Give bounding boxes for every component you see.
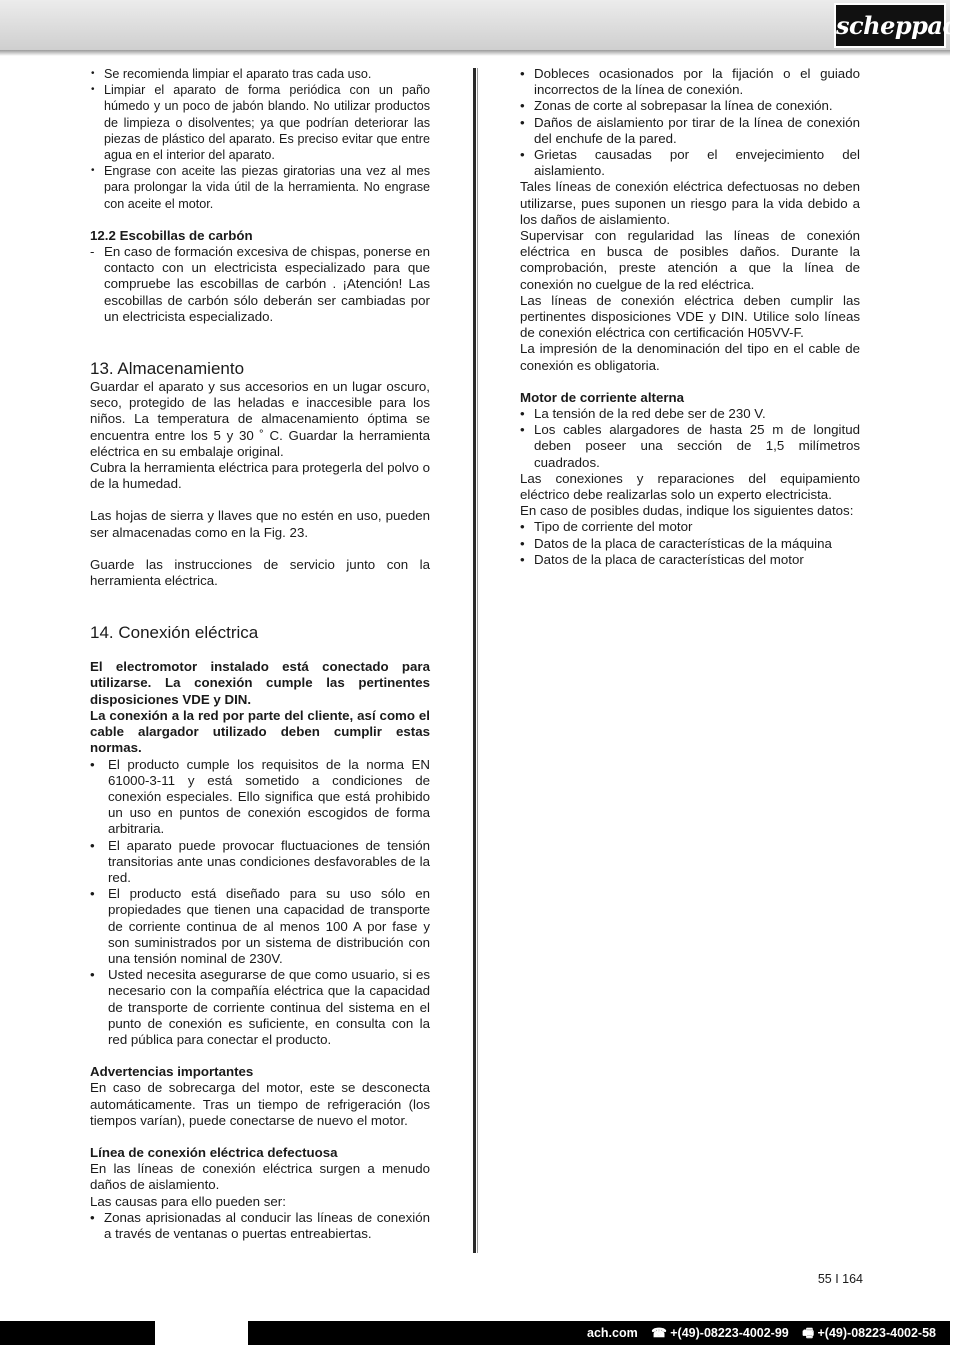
column-divider-shadow [477, 68, 478, 1253]
section-heading-defect: Línea de conexión eléctrica defectuosa [90, 1144, 338, 1160]
section-heading-brushes: 12.2 Escobillas de carbón [90, 227, 253, 243]
list-item: • Zonas de corte al sobrepasar la línea de conexión. [520, 98, 860, 114]
paragraph: En caso de posibles dudas, indique los siguientes datos: [520, 503, 854, 519]
right-column [520, 66, 860, 568]
page-header [0, 0, 950, 50]
electric-list [90, 757, 430, 1049]
footer-website: ach.com [587, 1326, 638, 1340]
list-item: • Datos de la placa de características del motor [520, 552, 860, 568]
paragraph: Las hojas de sierra y llaves que no estén en uso, pueden ser almacenadas como en la Fig. 23. [90, 508, 430, 540]
list-item: • El aparato puede provocar fluctuaciones de tensión transitorias ante unas condiciones desfavorables de la red. [90, 838, 430, 887]
footer-fax: 🖷 +(49)-08223-4002-58 [802, 1326, 936, 1340]
list-item: • La tensión de la red debe ser de 230 V. [520, 406, 860, 422]
list-item: • El producto está diseñado para su uso sólo en propiedades que tienen una capacidad de transporte de corriente continua de al menos 100 A por fase y son suministrados por un sistema de distribución con una tensión nominal de 230V. [90, 886, 430, 967]
bold-paragraph: La conexión a la red por parte del cliente, así como el cable alargador utilizado deben cumplir estas normas. [90, 707, 430, 756]
list-item: • Datos de la placa de características de la máquina [520, 536, 860, 552]
scheppach-logo: scheppach [834, 3, 946, 48]
column-divider [473, 68, 476, 1253]
list-item: • Dobleces ocasionados por la fijación o el guiado incorrectos de la línea de conexión. [520, 66, 860, 98]
list-item: • Daños de aislamiento por tirar de la línea de conexión del enchufe de la pared. [520, 115, 860, 147]
bold-paragraph: El electromotor instalado está conectado para utilizarse. La conexión cumple las pertinentes disposiciones VDE y DIN. [90, 659, 430, 707]
list-item: • Usted necesita asegurarse de que como usuario, si es necesario con la compañía eléctrica que la capacidad de transporte de corriente continua del sistema en el punto de conexión es suficiente, en consulta con la red pública para conectar el producto. [90, 967, 430, 1048]
list-item: • Tipo de corriente del motor [520, 519, 860, 535]
footer-white-block [155, 1321, 248, 1345]
list-item: • Limpiar el aparato de forma periódica con un paño húmedo y un poco de jabón blando. No utilizar productos de limpieza o disolventes; ya que podrían deteriorar las piezas de plástico del aparato. Es preciso evitar que entre agua en el interior del aparato. [90, 82, 430, 163]
list-item: • Se recomienda limpiar el aparato tras cada uso. [90, 66, 430, 82]
list-item: • Los cables alargadores de hasta 25 m de longitud deben poseer una sección de 1,5 milímetros cuadrados. [520, 422, 860, 471]
paragraph: Guarde las instrucciones de servicio junto con la herramienta eléctrica. [90, 556, 430, 589]
header-shadow [0, 50, 950, 56]
section-heading-electric: 14. Conexión eléctrica [90, 623, 259, 643]
list-item: • Engrase con aceite las piezas giratorias una vez al mes para prolongar la vida útil de la herramienta. No engrase con aceite el motor. [90, 163, 430, 212]
paragraph: En las líneas de conexión eléctrica surgen a menudo daños de aislamiento. [90, 1161, 430, 1193]
section-heading-motor: Motor de corriente alterna [520, 389, 685, 405]
paragraph: Las líneas de conexión eléctrica deben cumplir las pertinentes disposiciones VDE y DIN. Utilice solo líneas de conexión eléctrica con certificación H05VV-F. [520, 292, 860, 341]
list-item: • El producto cumple los requisitos de la norma EN 61000-3-11 y está sometido a condiciones de conexión especiales. Ello significa que está prohibido un uso en puntos de conexión escogidos de forma arbitraria. [90, 757, 430, 838]
section-heading-storage: 13. Almacenamiento [90, 359, 245, 379]
paragraph: Supervisar con regularidad las líneas de conexión eléctrica en busca de posibles daños. Durante la comprobación, preste atención a que la línea de conexión no cuelgue de la red eléctrica. [520, 228, 860, 292]
cleaning-list [90, 66, 430, 212]
paragraph: Guardar el aparato y sus accesorios en un lugar oscuro, seco, protegido de las heladas e inaccesible para los niños. La temperatura de almacenamiento óptima se encuentra entre los 5 y 30 ˚ C. Guardar la herramienta eléctrica en su embalaje original. [90, 379, 430, 459]
paragraph: Tales líneas de conexión eléctrica defectuosas no deben utilizarse, pues suponen un riesgo para la vida debido a los daños de aislamiento. [520, 179, 860, 227]
page-number: 55 I 164 [817, 1272, 863, 1286]
list-item: • Grietas causadas por el envejecimiento del aislamiento. [520, 147, 860, 179]
paragraph: Cubra la herramienta eléctrica para protegerla del polvo o de la humedad. [90, 460, 430, 492]
paragraph: Las causas para ello pueden ser: [90, 1193, 286, 1209]
data-list [520, 519, 860, 568]
brushes-list [90, 244, 430, 325]
left-column [90, 66, 430, 1242]
list-item: - En caso de formación excesiva de chispas, ponerse en contacto con un electricista especializado para que compruebe las escobillas de carbón . ¡Atención! Las escobillas de carbón sólo deberán ser cambiadas por un electricista especializado. [90, 244, 430, 325]
paragraph: En caso de sobrecarga del motor, este se desconecta automáticamente. Tras un tiempo de refrigeración (los tiempos varían), puede conectarse de nuevo el motor. [90, 1080, 430, 1128]
section-heading-warnings: Advertencias importantes [90, 1064, 254, 1080]
footer-phone: ☎ +(49)-08223-4002-99 [651, 1326, 789, 1340]
list-item: • Zonas aprisionadas al conducir las líneas de conexión a través de ventanas o puertas entreabiertas. [90, 1210, 430, 1242]
defect-list [90, 1210, 430, 1242]
paragraph: Las conexiones y reparaciones del equipamiento eléctrico debe realizarlas solo un experto electricista. [520, 470, 860, 503]
footer-contact [577, 1321, 936, 1345]
paragraph: La impresión de la denominación del tipo en el cable de conexión es obligatoria. [520, 341, 860, 373]
motor-list [520, 406, 860, 471]
cause-list [520, 66, 860, 179]
